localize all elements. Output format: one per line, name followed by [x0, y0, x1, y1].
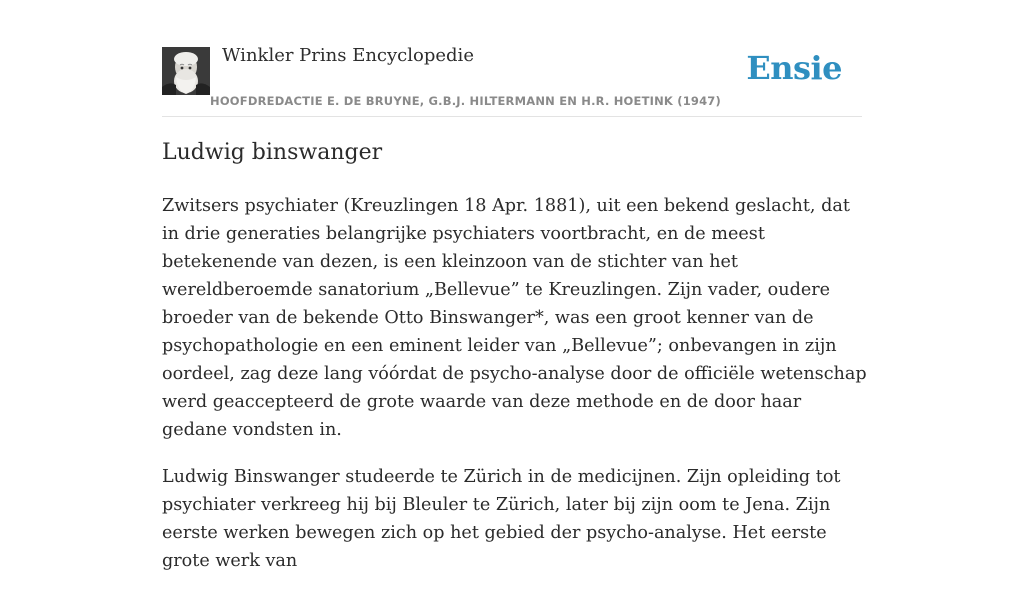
article-body	[162, 192, 868, 594]
page	[162, 0, 867, 571]
article-paragraph: Ludwig Binswanger studeerde te Zürich in de medicijnen. Zijn opleiding tot psychiater verkreeg hij bij Bleuler te Zürich, later bij zijn oom te Jena. Zijn eerste werken bewegen zich op het gebied der psycho-analyse. Het eerste grote werk van	[162, 467, 841, 571]
site-logo[interactable]: Ensie	[746, 49, 842, 87]
bearded-man-portrait-icon	[162, 47, 210, 95]
article-paragraph: Zwitsers psychiater (Kreuzlingen 18 Apr. 1881), uit een bekend geslacht, dat in drie generaties belangrijke psychiaters voortbracht, en de meest betekenende van dezen, is een kleinzoon van de stichter van het wereldberoemde sanatorium „Bellevue” te Kreuzlingen. Zijn vader, oudere broeder van de bekende Otto Binswanger*, was een groot kenner van de psychopathologie en een eminent leider van „Bellevue”; onbevangen in zijn oordeel, zag deze lang vóórdat de psycho-analyse door de officiële wetenschap werd geaccepteerd de grote waarde van deze methode en de door haar gedane vondsten in.	[162, 196, 867, 440]
article-title: Ludwig binswanger	[162, 140, 383, 165]
publication-subtitle: HOOFDREDACTIE E. DE BRUYNE, G.B.J. HILTERMANN EN H.R. HOETINK (1947)	[210, 94, 721, 108]
avatar[interactable]	[162, 47, 210, 95]
publication-title[interactable]: Winkler Prins Encyclopedie	[222, 45, 474, 66]
header	[162, 0, 862, 117]
